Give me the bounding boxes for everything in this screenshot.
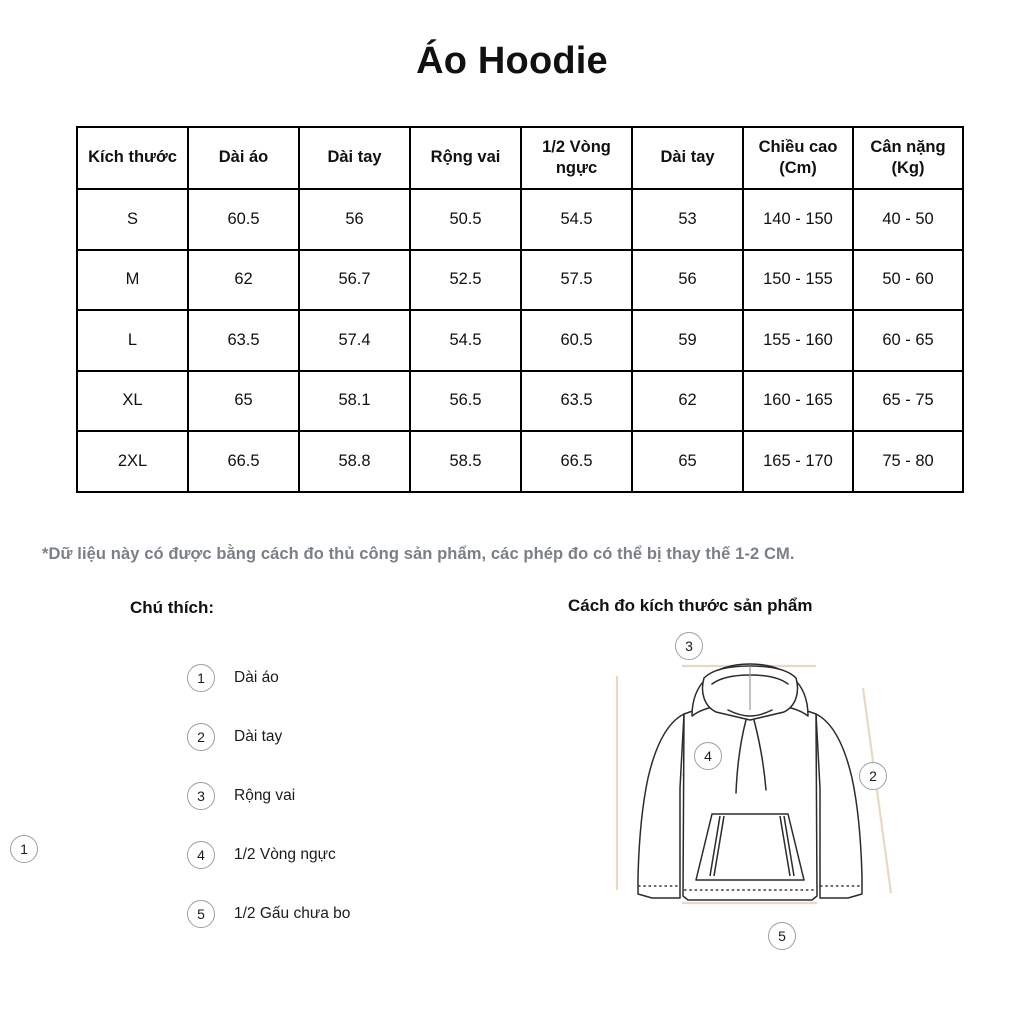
- cell-body-length: 65: [188, 371, 299, 432]
- cell-body-length: 66.5: [188, 431, 299, 492]
- column-header-sleeve-length: Dài tay: [299, 127, 410, 189]
- table-head: [77, 127, 963, 189]
- cell-height: 165 - 170: [743, 431, 853, 492]
- number-badge-icon: 5: [187, 900, 215, 928]
- torso: [683, 706, 817, 900]
- cell-sleeve-length-2: 62: [632, 371, 743, 432]
- cell-shoulder-width: 52.5: [410, 250, 521, 311]
- cell-size: L: [77, 310, 188, 371]
- cell-shoulder-width: 56.5: [410, 371, 521, 432]
- legend-item-label: Rộng vai: [234, 787, 296, 804]
- number-badge-icon: 1: [187, 664, 215, 692]
- table-row: [77, 371, 963, 432]
- cell-sleeve-length-2: 65: [632, 431, 743, 492]
- cell-height: 160 - 165: [743, 371, 853, 432]
- cell-body-length: 62: [188, 250, 299, 311]
- page-title: Áo Hoodie: [416, 40, 608, 82]
- cell-sleeve-length-2: 53: [632, 189, 743, 250]
- cell-sleeve-length: 56: [299, 189, 410, 250]
- diagram-marker-2: 2: [859, 762, 887, 790]
- legend-section: [130, 598, 510, 930]
- diagram-marker-3: 3: [675, 632, 703, 660]
- legend-item-5: [130, 898, 510, 930]
- column-header-body-length: Dài áo: [188, 127, 299, 189]
- measurement-diagram-section: [568, 596, 968, 966]
- cell-weight: 50 - 60: [853, 250, 963, 311]
- cell-height: 155 - 160: [743, 310, 853, 371]
- legend-item-label: 1/2 Gấu chưa bo: [234, 905, 351, 922]
- cell-sleeve-length-2: 56: [632, 250, 743, 311]
- diagram-marker-1: 1: [10, 835, 38, 863]
- legend-item-label: Dài tay: [234, 728, 283, 745]
- cell-size: S: [77, 189, 188, 250]
- cell-sleeve-length: 56.7: [299, 250, 410, 311]
- column-header-half-chest: 1/2 Vòng ngực: [521, 127, 632, 189]
- cell-body-length: 63.5: [188, 310, 299, 371]
- cell-sleeve-length: 57.4: [299, 310, 410, 371]
- table-header-row: [77, 127, 963, 189]
- column-header-height: Chiều cao (Cm): [743, 127, 853, 189]
- legend-item-label: Dài áo: [234, 669, 279, 686]
- cell-weight: 65 - 75: [853, 371, 963, 432]
- hoodie-illustration-icon: [560, 628, 940, 958]
- cell-shoulder-width: 58.5: [410, 431, 521, 492]
- cell-size: XL: [77, 371, 188, 432]
- cell-weight: 40 - 50: [853, 189, 963, 250]
- column-header-size: Kích thước: [77, 127, 188, 189]
- legend-heading: Chú thích:: [130, 598, 215, 617]
- left-sleeve: [638, 714, 684, 898]
- table-row: [77, 310, 963, 371]
- cell-shoulder-width: 54.5: [410, 310, 521, 371]
- table-body: [77, 189, 963, 492]
- dimension-line-sleeve-length: [863, 688, 891, 893]
- column-header-sleeve-length-2: Dài tay: [632, 127, 743, 189]
- cell-sleeve-length: 58.1: [299, 371, 410, 432]
- legend-item-1: [130, 662, 510, 694]
- cell-half-chest: 63.5: [521, 371, 632, 432]
- cell-shoulder-width: 50.5: [410, 189, 521, 250]
- table-row: [77, 189, 963, 250]
- table-row: [77, 431, 963, 492]
- cell-half-chest: 54.5: [521, 189, 632, 250]
- cell-half-chest: 66.5: [521, 431, 632, 492]
- cell-body-length: 60.5: [188, 189, 299, 250]
- hoodie-diagram: [560, 628, 940, 958]
- legend-item-4: [130, 839, 510, 871]
- cell-sleeve-length: 58.8: [299, 431, 410, 492]
- right-sleeve: [816, 714, 862, 898]
- legend-item-3: [130, 780, 510, 812]
- number-badge-icon: 4: [187, 841, 215, 869]
- diagram-marker-5: 5: [768, 922, 796, 950]
- table-row: [77, 250, 963, 311]
- cell-size: 2XL: [77, 431, 188, 492]
- cell-weight: 75 - 80: [853, 431, 963, 492]
- size-chart-table: [76, 126, 964, 493]
- cell-size: M: [77, 250, 188, 311]
- cell-height: 140 - 150: [743, 189, 853, 250]
- cell-weight: 60 - 65: [853, 310, 963, 371]
- legend-item-label: 1/2 Vòng ngực: [234, 846, 336, 863]
- cell-height: 150 - 155: [743, 250, 853, 311]
- cell-sleeve-length-2: 59: [632, 310, 743, 371]
- number-badge-icon: 3: [187, 782, 215, 810]
- measurement-disclaimer: *Dữ liệu này có được bằng cách đo thủ công sản phẩm, các phép đo có thể bị thay thế 1-2 CM.: [42, 545, 795, 563]
- cell-half-chest: 60.5: [521, 310, 632, 371]
- number-badge-icon: 2: [187, 723, 215, 751]
- column-header-shoulder-width: Rộng vai: [410, 127, 521, 189]
- diagram-heading: Cách đo kích thước sản phẩm: [568, 596, 813, 615]
- diagram-marker-4: 4: [694, 742, 722, 770]
- legend-item-2: [130, 721, 510, 753]
- column-header-weight: Cân nặng (Kg): [853, 127, 963, 189]
- cell-half-chest: 57.5: [521, 250, 632, 311]
- size-chart-table-container: [76, 126, 962, 493]
